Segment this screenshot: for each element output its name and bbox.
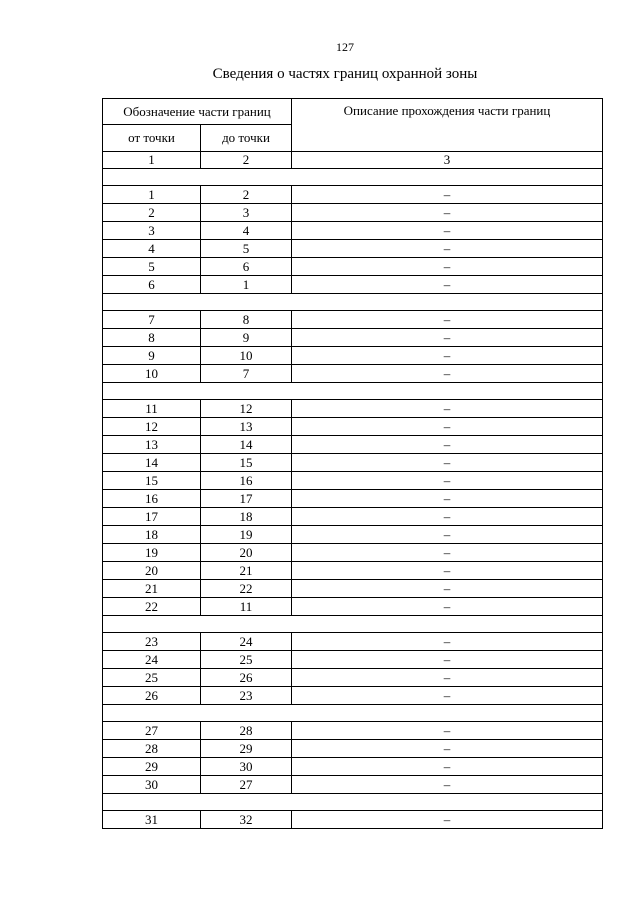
table-row [103, 472, 603, 490]
table-row [103, 258, 603, 276]
from-point-cell: 6 [103, 276, 201, 294]
description-cell: – [292, 329, 603, 347]
table-row [103, 776, 603, 794]
description-cell: – [292, 633, 603, 651]
from-point-cell: 27 [103, 722, 201, 740]
to-point-cell: 23 [201, 687, 292, 705]
from-point-cell: 1 [103, 186, 201, 204]
description-cell: – [292, 811, 603, 829]
to-point-cell: 17 [201, 490, 292, 508]
table-row [103, 436, 603, 454]
from-point-cell: 26 [103, 687, 201, 705]
table-row [103, 400, 603, 418]
description-cell: – [292, 598, 603, 616]
header-to-point: до точки [201, 125, 292, 152]
table-row [103, 311, 603, 329]
to-point-cell: 16 [201, 472, 292, 490]
from-point-cell: 25 [103, 669, 201, 687]
description-cell: – [292, 204, 603, 222]
to-point-cell: 18 [201, 508, 292, 526]
from-point-cell: 30 [103, 776, 201, 794]
document-title: Сведения о частях границ охранной зоны [212, 66, 478, 82]
table-body [103, 152, 603, 829]
group-separator-row [103, 705, 603, 722]
table-row [103, 562, 603, 580]
description-cell: – [292, 365, 603, 383]
to-point-cell: 5 [201, 240, 292, 258]
table-row [103, 276, 603, 294]
description-cell: – [292, 562, 603, 580]
description-cell: – [292, 472, 603, 490]
to-point-cell: 12 [201, 400, 292, 418]
from-point-cell: 10 [103, 365, 201, 383]
description-cell: – [292, 222, 603, 240]
from-point-cell: 3 [103, 222, 201, 240]
from-point-cell: 15 [103, 472, 201, 490]
to-point-cell: 15 [201, 454, 292, 472]
column-number: 2 [201, 152, 292, 169]
table-row [103, 222, 603, 240]
description-cell: – [292, 526, 603, 544]
table-row [103, 186, 603, 204]
table-row [103, 240, 603, 258]
group-separator-cell [103, 383, 603, 400]
column-number-row [103, 152, 603, 169]
table-row [103, 418, 603, 436]
from-point-cell: 20 [103, 562, 201, 580]
to-point-cell: 22 [201, 580, 292, 598]
to-point-cell: 4 [201, 222, 292, 240]
description-cell: – [292, 776, 603, 794]
to-point-cell: 10 [201, 347, 292, 365]
group-separator-cell [103, 294, 603, 311]
from-point-cell: 16 [103, 490, 201, 508]
to-point-cell: 7 [201, 365, 292, 383]
boundary-parts-table [102, 98, 603, 829]
description-cell: – [292, 687, 603, 705]
table-row [103, 454, 603, 472]
table-row [103, 526, 603, 544]
table-row [103, 651, 603, 669]
table-row [103, 740, 603, 758]
from-point-cell: 4 [103, 240, 201, 258]
from-point-cell: 24 [103, 651, 201, 669]
from-point-cell: 9 [103, 347, 201, 365]
description-cell: – [292, 240, 603, 258]
table-row [103, 544, 603, 562]
from-point-cell: 11 [103, 400, 201, 418]
from-point-cell: 21 [103, 580, 201, 598]
to-point-cell: 25 [201, 651, 292, 669]
to-point-cell: 1 [201, 276, 292, 294]
from-point-cell: 19 [103, 544, 201, 562]
description-cell: – [292, 722, 603, 740]
description-cell: – [292, 669, 603, 687]
description-cell: – [292, 258, 603, 276]
to-point-cell: 9 [201, 329, 292, 347]
from-point-cell: 18 [103, 526, 201, 544]
group-separator-cell [103, 705, 603, 722]
group-separator-row [103, 794, 603, 811]
from-point-cell: 8 [103, 329, 201, 347]
to-point-cell: 13 [201, 418, 292, 436]
description-cell: – [292, 758, 603, 776]
table-row [103, 633, 603, 651]
description-cell: – [292, 544, 603, 562]
from-point-cell: 23 [103, 633, 201, 651]
from-point-cell: 28 [103, 740, 201, 758]
to-point-cell: 21 [201, 562, 292, 580]
to-point-cell: 30 [201, 758, 292, 776]
table-row [103, 365, 603, 383]
column-number: 3 [292, 152, 603, 169]
header-boundary-designation: Обозначение части границ [103, 99, 292, 125]
page-number: 127 [336, 40, 354, 54]
from-point-cell: 13 [103, 436, 201, 454]
table-row [103, 508, 603, 526]
from-point-cell: 17 [103, 508, 201, 526]
description-cell: – [292, 454, 603, 472]
to-point-cell: 32 [201, 811, 292, 829]
to-point-cell: 6 [201, 258, 292, 276]
from-point-cell: 22 [103, 598, 201, 616]
from-point-cell: 5 [103, 258, 201, 276]
table-row [103, 811, 603, 829]
description-cell: – [292, 508, 603, 526]
group-separator-row [103, 294, 603, 311]
header-from-point: от точки [103, 125, 201, 152]
to-point-cell: 3 [201, 204, 292, 222]
column-number: 1 [103, 152, 201, 169]
description-cell: – [292, 580, 603, 598]
from-point-cell: 7 [103, 311, 201, 329]
description-cell: – [292, 740, 603, 758]
to-point-cell: 2 [201, 186, 292, 204]
table-row [103, 580, 603, 598]
table-row [103, 347, 603, 365]
group-separator-row [103, 169, 603, 186]
table-row [103, 722, 603, 740]
to-point-cell: 29 [201, 740, 292, 758]
table-row [103, 758, 603, 776]
header-description: Описание прохождения части границ [292, 99, 603, 152]
from-point-cell: 31 [103, 811, 201, 829]
description-cell: – [292, 186, 603, 204]
to-point-cell: 11 [201, 598, 292, 616]
description-cell: – [292, 418, 603, 436]
table-row [103, 687, 603, 705]
table-row [103, 669, 603, 687]
description-cell: – [292, 490, 603, 508]
to-point-cell: 20 [201, 544, 292, 562]
to-point-cell: 8 [201, 311, 292, 329]
from-point-cell: 14 [103, 454, 201, 472]
group-separator-cell [103, 616, 603, 633]
description-cell: – [292, 347, 603, 365]
group-separator-cell [103, 169, 603, 186]
to-point-cell: 14 [201, 436, 292, 454]
to-point-cell: 27 [201, 776, 292, 794]
group-separator-row [103, 616, 603, 633]
table-row [103, 490, 603, 508]
from-point-cell: 12 [103, 418, 201, 436]
description-cell: – [292, 651, 603, 669]
description-cell: – [292, 276, 603, 294]
table-row [103, 204, 603, 222]
group-separator-cell [103, 794, 603, 811]
from-point-cell: 2 [103, 204, 201, 222]
description-cell: – [292, 400, 603, 418]
table-row [103, 329, 603, 347]
description-cell: – [292, 436, 603, 454]
to-point-cell: 24 [201, 633, 292, 651]
group-separator-row [103, 383, 603, 400]
description-cell: – [292, 311, 603, 329]
to-point-cell: 19 [201, 526, 292, 544]
to-point-cell: 28 [201, 722, 292, 740]
from-point-cell: 29 [103, 758, 201, 776]
to-point-cell: 26 [201, 669, 292, 687]
table-row [103, 598, 603, 616]
